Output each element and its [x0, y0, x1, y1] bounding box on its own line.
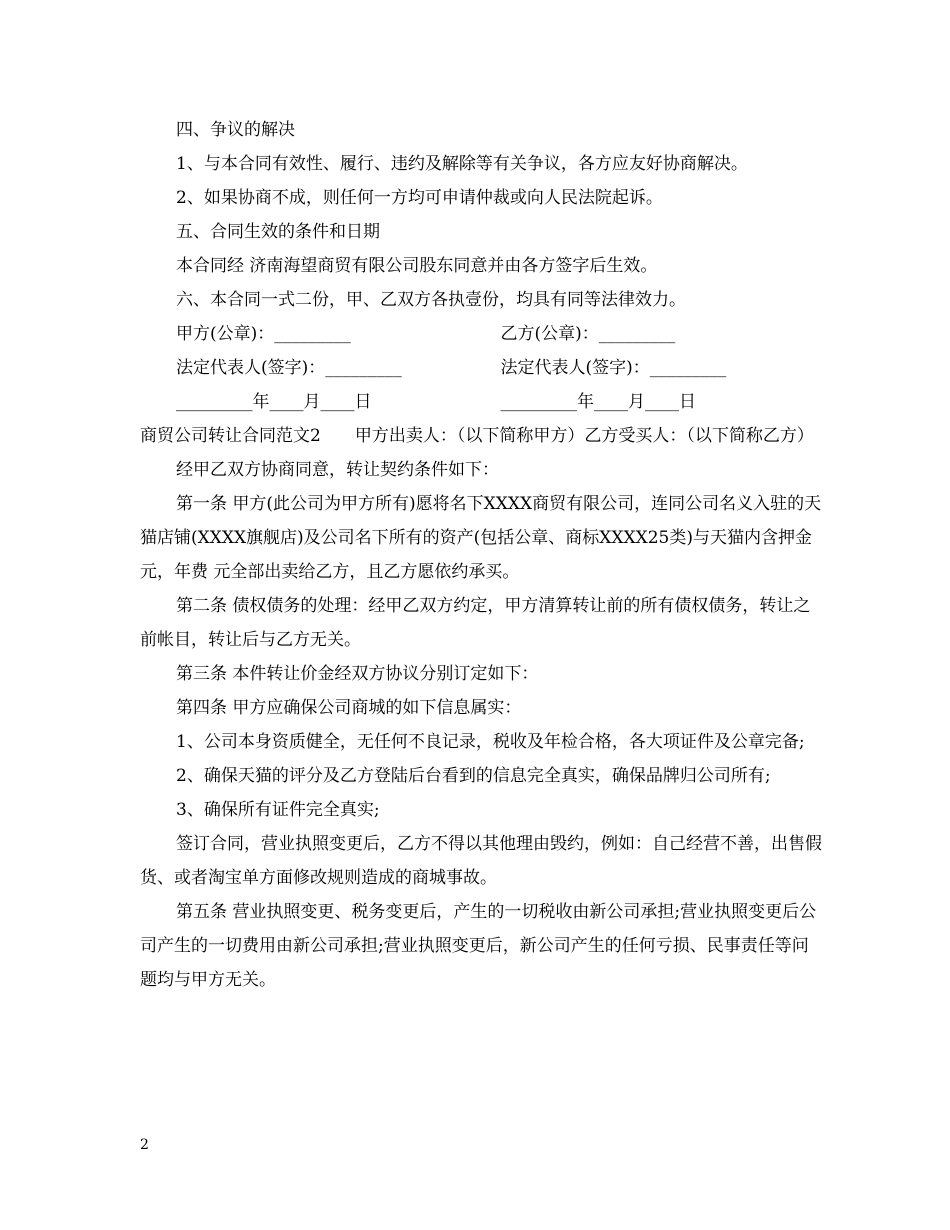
article-5: 第五条 营业执照变更、税务变更后，产生的一切税收由新公司承担;营业执照变更后公司产生的一切费用由新公司承担;营业执照变更后，新公司产生的任何亏损、民事责任等问题均与甲方无关。 — [140, 902, 817, 990]
article-2: 第二条 债权债务的处理：经甲乙双方约定，甲方清算转让前的所有债权债务，转让之前帐目，转让后与乙方无关。 — [140, 596, 811, 650]
article-3: 第三条 本件转让价金经双方协议分别订定如下： — [176, 664, 539, 684]
document-body — [140, 113, 825, 997]
list-item: 1、公司本身资质健全，无任何不良记录，税收及年检合格，各大项证件及公章完备; — [176, 732, 805, 752]
article-1: 第一条 甲方(此公司为甲方所有)愿将名下XXXX商贸有限公司，连同公司名义入驻的天猫店铺(XXXX旗舰店)及公司名下所有的资产(包括公章、商标XXXX25类)与天猫内含押金 元，年费 元全部出卖给乙方，且乙方愿依约承买。 — [140, 494, 822, 582]
signature-row-date — [140, 385, 825, 419]
paragraph: 2、如果协商不成，则任何一方均可申请仲裁或向人民法院起诉。 — [176, 188, 663, 208]
contract-title-line: 商贸公司转让合同范文2 甲方出卖人：（以下简称甲方）乙方受买人：（以下简称乙方） — [140, 426, 814, 446]
signature-row-representative — [140, 351, 825, 385]
paragraph: 六、本合同一式二份，甲、乙双方各执壹份，均具有同等法律效力。 — [176, 290, 686, 310]
paragraph: 1、与本合同有效性、履行、违约及解除等有关争议，各方应友好协商解决。 — [176, 154, 748, 174]
list-item: 2、确保天猫的评分及乙方登陆后台看到的信息完全真实，确保品牌归公司所有; — [176, 766, 771, 786]
signature-row-seal — [140, 317, 825, 351]
list-item: 3、确保所有证件完全真实; — [176, 800, 380, 820]
paragraph: 本合同经 济南海望商贸有限公司股东同意并由各方签字后生效。 — [176, 256, 658, 276]
party-b-seal-field: 乙方(公章)：_________ — [500, 324, 676, 344]
party-a-date-field: _________年____月____日 — [176, 392, 372, 412]
section-heading-dispute: 四、争议的解决 — [176, 120, 295, 140]
article-4: 第四条 甲方应确保公司商城的如下信息属实： — [176, 698, 522, 718]
party-a-rep-field: 法定代表人(签字)：_________ — [176, 358, 402, 378]
party-a-seal-field: 甲方(公章)：_________ — [176, 324, 351, 344]
page-number: 2 — [140, 1137, 149, 1153]
party-b-rep-field: 法定代表人(签字)：_________ — [500, 358, 727, 378]
party-b-date-field: _________年____月____日 — [500, 392, 696, 412]
paragraph: 签订合同，营业执照变更后，乙方不得以其他理由毁约，例如：自己经营不善，出售假货、或者淘宝单方面修改规则造成的商城事故。 — [140, 834, 822, 888]
paragraph: 经甲乙双方协商同意，转让契约条件如下： — [176, 460, 499, 480]
section-heading-effective: 五、合同生效的条件和日期 — [176, 222, 380, 242]
